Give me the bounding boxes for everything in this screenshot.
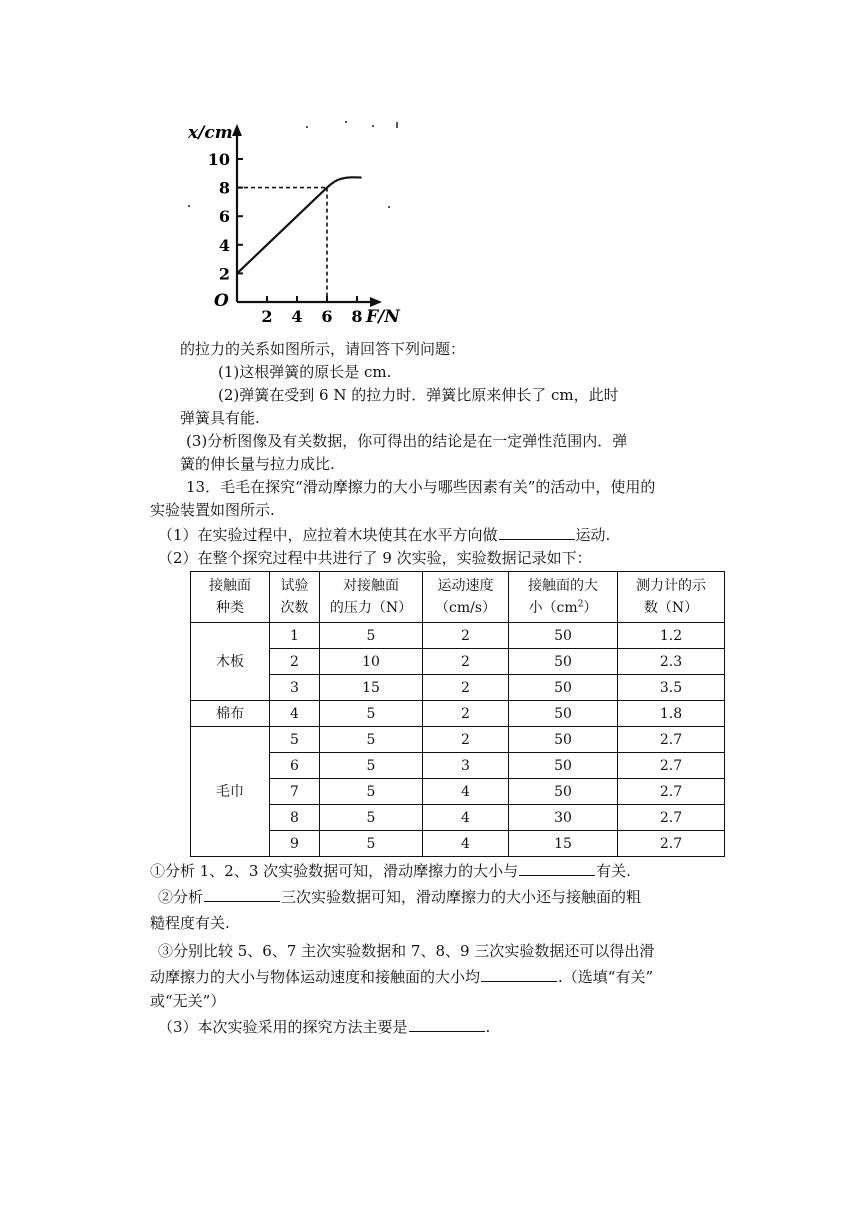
y-tick-label: 2 <box>218 264 230 284</box>
series-line <box>237 177 362 273</box>
x-tick-label: 8 <box>351 307 363 326</box>
subquestion-1-tail: 运动. <box>575 526 611 544</box>
graph-axes <box>232 124 382 307</box>
subquestion-1 <box>158 524 610 546</box>
problem-13-line-1: 13．毛毛在探究“滑动摩擦力的大小与哪些因素有关”的活动中，使用的 <box>186 478 656 496</box>
table-row: 6 5 3 50 2.7 <box>191 753 725 779</box>
subquestion-2: （2）在整个探究过程中共进行了 9 次实验，实验数据记录如下： <box>158 549 592 567</box>
table-row: 2 10 2 50 2.3 <box>191 649 725 675</box>
table-row: 8 5 4 30 2.7 <box>191 805 725 831</box>
question-3-line-1: (3)分析图像及有关数据，你可得出的结论是在一定弹性范围内．弹 <box>186 432 628 450</box>
answer-blank[interactable] <box>481 967 557 982</box>
x-tick-label: 6 <box>321 307 333 326</box>
question-2-line-2: 弹簧具有能. <box>180 409 260 427</box>
table-row: 3 15 2 50 3.5 <box>191 675 725 701</box>
problem-13-line-2: 实验装置如图所示. <box>150 501 275 519</box>
experiment-data-table <box>190 571 725 857</box>
x-tick-label: 4 <box>291 307 303 326</box>
x-axis-label: F/N <box>366 307 400 327</box>
header-surface-type: 接触面 种类 <box>191 572 270 623</box>
question-1: (1)这根弹簧的原长是 cm. <box>218 363 392 381</box>
analysis-3-line-1: ③分别比较 5、6、7 主次实验数据和 7、8、9 三次实验数据还可以得出滑 <box>158 942 655 960</box>
subquestion-1-text: （1）在实验过程中，应拉着木块使其在水平方向做 <box>158 526 498 544</box>
graph-guide-lines <box>237 188 327 302</box>
origin-label: O <box>214 291 229 311</box>
group-wood: 木板 <box>191 623 270 701</box>
table-row: 7 5 4 50 2.7 <box>191 779 725 805</box>
answer-blank[interactable] <box>499 525 575 540</box>
analysis-1: ①分析 1、2、3 次实验数据可知，滑动摩擦力的大小与 有关. <box>150 862 631 880</box>
header-speed: 运动速度 （cm/s） <box>423 572 509 623</box>
header-trial-number: 试验 次数 <box>270 572 320 623</box>
question-3-line-2: 簧的伸长量与拉力成比. <box>180 455 335 473</box>
subquestion-3: （3）本次实验采用的探究方法主要是 . <box>158 1018 491 1036</box>
analysis-3-line-2: 动摩擦力的大小与物体运动速度和接触面的大小均 .（选填“有关” <box>150 968 654 986</box>
header-force-reading: 测力计的示 数（N） <box>618 572 725 623</box>
spring-extension-graph <box>180 112 410 327</box>
table-row: 毛巾 5 5 2 50 2.7 <box>191 727 725 753</box>
x-axis-arrow <box>370 297 382 307</box>
intro-text: 的拉力的关系如图所示，请回答下列问题： <box>180 340 466 358</box>
y-tick-label: 10 <box>207 150 230 169</box>
analysis-2-line-1: ②分析 三次实验数据可知，滑动摩擦力的大小还与接触面的粗 <box>158 888 642 906</box>
table-row: 木板 1 5 2 50 1.2 <box>191 623 725 649</box>
header-pressure: 对接触面 的压力（N） <box>320 572 423 623</box>
y-tick-label: 4 <box>218 235 230 255</box>
y-axis-arrow <box>232 124 242 136</box>
answer-blank[interactable] <box>409 1017 485 1032</box>
x-tick-label: 2 <box>261 307 273 326</box>
table-row: 棉布 4 5 2 50 1.8 <box>191 701 725 727</box>
answer-blank[interactable] <box>204 887 280 902</box>
table-row: 9 5 4 15 2.7 <box>191 831 725 857</box>
graph-ticks <box>208 150 363 326</box>
header-contact-area: 接触面的大 小$(cm^2)$ <box>509 572 618 623</box>
y-tick-label: 6 <box>218 207 230 227</box>
y-axis-label: x/cm <box>188 123 233 143</box>
group-cotton: 棉布 <box>191 701 270 727</box>
question-2-line-1: (2)弹簧在受到 6 N 的拉力时．弹簧比原来伸长了 cm，此时 <box>218 386 619 404</box>
group-towel: 毛巾 <box>191 727 270 857</box>
y-tick-label: 8 <box>218 178 230 198</box>
table-header-row <box>191 572 725 623</box>
analysis-3-line-3: 或“无关”） <box>150 992 226 1010</box>
analysis-2-line-2: 糙程度有关. <box>150 914 230 932</box>
answer-blank[interactable] <box>519 861 595 876</box>
